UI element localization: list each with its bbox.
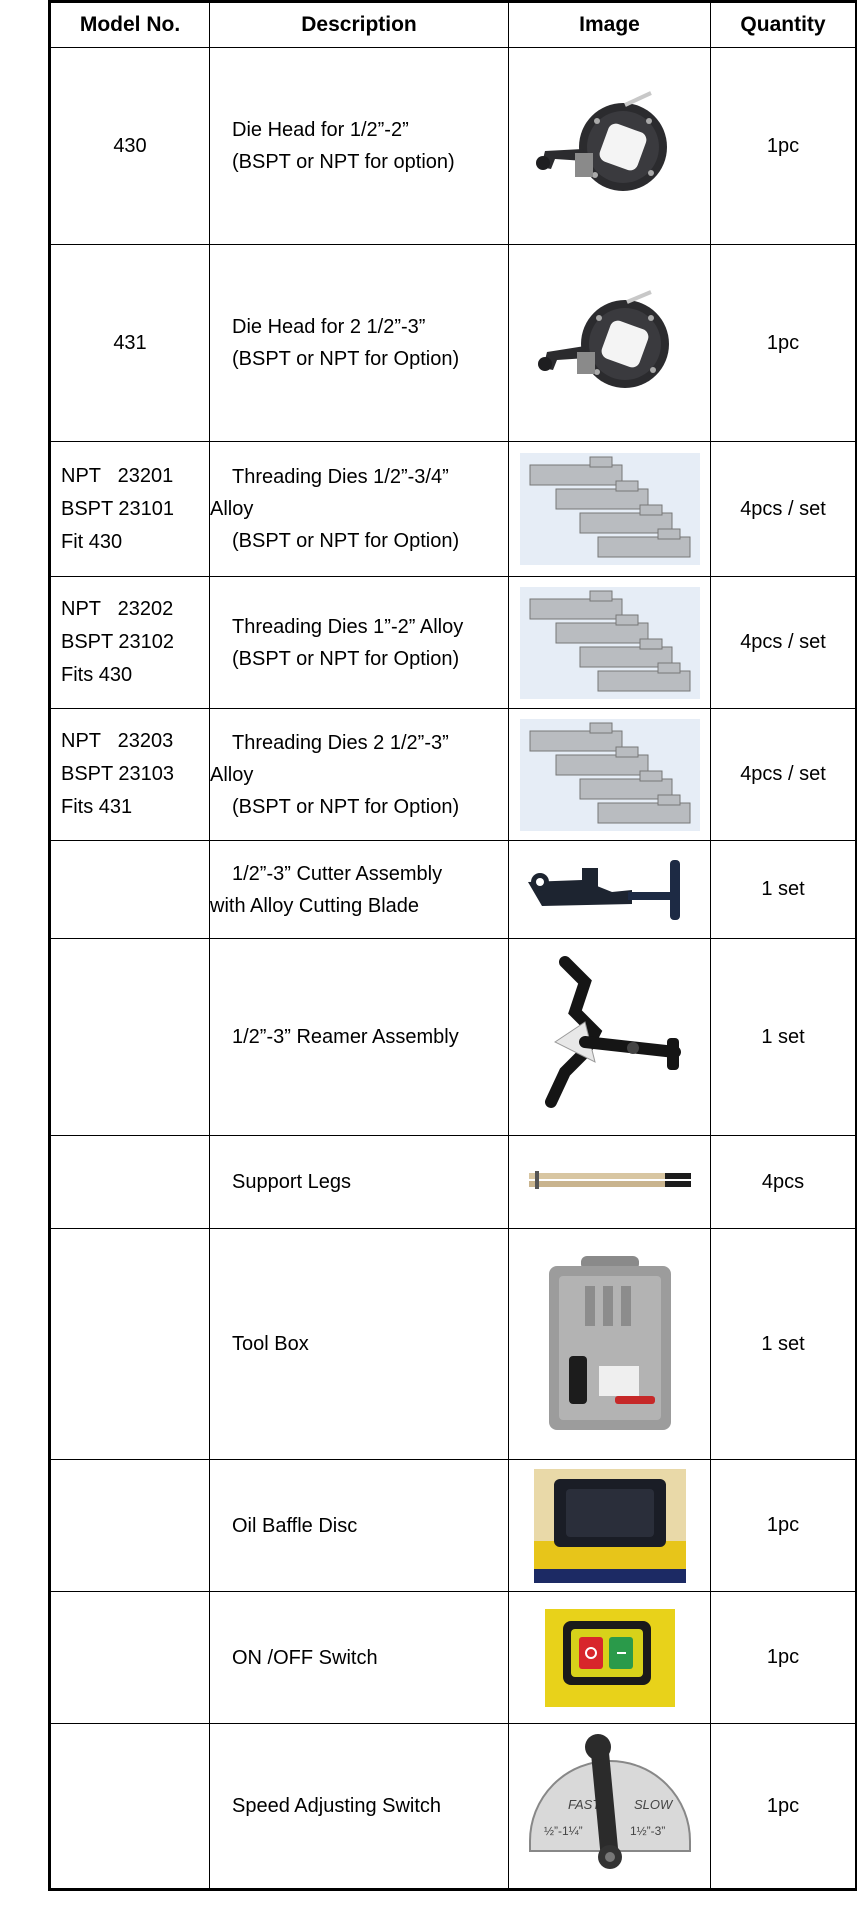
model-cell [50,1460,210,1592]
image-cell [509,939,711,1136]
description-line: Tool Box [232,1333,309,1355]
model-cell [50,1136,210,1229]
image-cell [509,1460,711,1592]
description-line: (BSPT or NPT for Option) [232,647,460,670]
die-head-icon [525,288,695,398]
quantity-cell: 1pc [711,48,857,245]
description-line: Alloy [210,763,254,786]
table-row [50,245,857,442]
model-line: BSPT 23103 [61,763,175,785]
quantity-cell: 1pc [711,1592,857,1724]
description-cell [210,48,509,245]
description-cell [210,1136,509,1229]
fast-label: FAST [567,1797,600,1812]
description-cell [210,1229,509,1460]
model-line: 430 [113,134,147,157]
table-row [50,1592,857,1724]
description-line: (BSPT or NPT for Option) [232,795,460,818]
model-line: BSPT 23102 [61,631,175,653]
description-line: Alloy [210,498,254,520]
model-cell [50,48,210,245]
description-cell [210,1592,509,1724]
description-line: Threading Dies 1”-2” Alloy [232,615,464,638]
model-cell [50,939,210,1136]
description-cell [210,709,509,841]
table-row [50,1136,857,1229]
table-row [50,1460,857,1592]
model-cell [50,1229,210,1460]
tool-box-icon [545,1256,675,1432]
model-cell [50,841,210,939]
image-cell [509,1229,711,1460]
image-cell [509,1592,711,1724]
model-line: NPT 23202 [61,598,174,620]
image-cell [509,1724,711,1890]
model-cell [50,442,210,577]
description-line: Support Legs [232,1171,351,1193]
image-cell [509,577,711,709]
slow-range-label: 1½”-3” [629,1824,665,1838]
quantity-cell: 1 set [711,1229,857,1460]
table-row [50,442,857,577]
description-cell [210,939,509,1136]
description-cell [210,1460,509,1592]
table-row [50,577,857,709]
quantity-cell: 4pcs / set [711,442,857,577]
description-line: (BSPT or NPT for Option) [232,348,460,370]
slow-label: SLOW [633,1797,672,1812]
die-head-icon [525,91,695,201]
table-row [50,1724,857,1890]
description-cell [210,442,509,577]
description-cell [210,841,509,939]
fast-range-label: ½”-1¼” [543,1824,583,1838]
description-cell [210,1724,509,1890]
description-line: 1/2”-3” Reamer Assembly [232,1026,459,1048]
image-cell [509,48,711,245]
quantity-cell: 4pcs [711,1136,857,1229]
model-line: 431 [113,331,147,354]
reamer-icon [525,952,695,1122]
description-line: Die Head for 1/2”-2” [232,119,409,141]
description-cell [210,577,509,709]
quantity-cell: 1pc [711,245,857,442]
threading-dies-icon [520,453,700,565]
quantity-cell: 1pc [711,1460,857,1592]
image-cell [509,841,711,939]
header-row [50,2,857,48]
table-row [50,48,857,245]
quantity-cell: 1 set [711,939,857,1136]
description-line: ON /OFF Switch [232,1646,378,1669]
model-cell [50,245,210,442]
oil-baffle-disc-icon [534,1469,686,1583]
threading-dies-icon [520,719,700,831]
description-line: 1/2”-3” Cutter Assembly [232,862,443,885]
model-line: NPT 23203 [61,730,174,752]
support-legs-icon [525,1167,695,1197]
model-line: Fit 430 [61,530,123,553]
image-cell [509,245,711,442]
image-cell [509,709,711,841]
description-cell [210,245,509,442]
description-line: (BSPT or NPT for option) [232,151,455,173]
model-cell [50,577,210,709]
quantity-cell: 4pcs / set [711,577,857,709]
table-row [50,939,857,1136]
description-line: with Alloy Cutting Blade [210,894,420,917]
header-quantity: Quantity [711,2,857,48]
on-off-switch-icon [545,1609,675,1707]
model-cell [50,709,210,841]
description-line: (BSPT or NPT for Option) [232,530,460,552]
description-line: Oil Baffle Disc [232,1514,358,1537]
image-cell [509,1136,711,1229]
pipe-cutter-icon [522,852,698,928]
model-line: Fits 431 [61,796,133,818]
description-line: Threading Dies 2 1/2”-3” [232,731,449,754]
header-model: Model No. [50,2,210,48]
image-cell [509,442,711,577]
table-row [50,1229,857,1460]
spec-table [48,0,857,1891]
model-line: NPT 23201 [61,464,174,487]
quantity-cell: 4pcs / set [711,709,857,841]
description-line: Die Head for 2 1/2”-3” [232,316,426,338]
speed-switch-icon [522,1731,698,1881]
description-line: Speed Adjusting Switch [232,1795,442,1817]
table-row [50,709,857,841]
threading-dies-icon [520,587,700,699]
model-cell [50,1592,210,1724]
quantity-cell: 1pc [711,1724,857,1890]
header-image: Image [509,2,711,48]
table-row [50,841,857,939]
header-description: Description [210,2,509,48]
description-line: Threading Dies 1/2”-3/4” [232,466,449,488]
quantity-cell: 1 set [711,841,857,939]
model-line: BSPT 23101 [61,497,175,520]
model-cell [50,1724,210,1890]
model-line: Fits 430 [61,664,133,686]
